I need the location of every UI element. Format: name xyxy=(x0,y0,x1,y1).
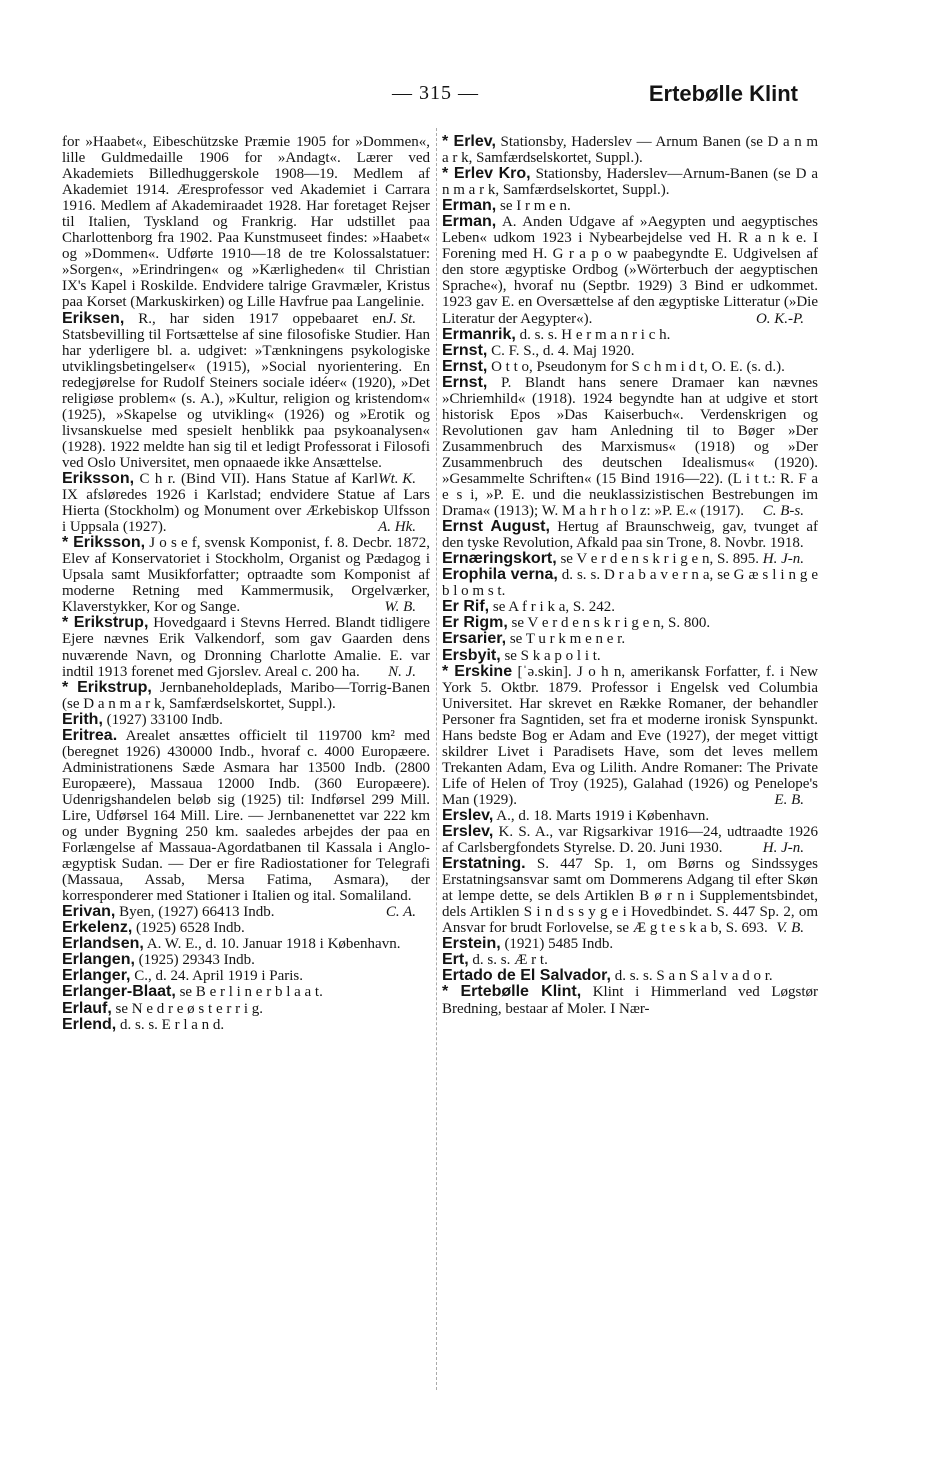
entry-headword: Ermanrik, xyxy=(442,325,516,343)
dictionary-entry xyxy=(442,359,818,375)
dictionary-entry xyxy=(62,680,430,712)
entry-headword: Erman, xyxy=(442,213,497,231)
entry-text: C. F. S., d. 4. Maj 1920. xyxy=(491,342,635,359)
entry-headword: Erslev, xyxy=(442,823,494,841)
entry-headword: Ersbyit, xyxy=(442,646,501,664)
entry-headword: Erstein, xyxy=(442,935,501,953)
entry-text: d. s. s. Æ r t. xyxy=(472,952,548,969)
entry-headword: * Eriksson, xyxy=(62,534,146,552)
entry-text: se S k a p o l i t. xyxy=(504,647,601,664)
entry-text: for »Haabet«, Eibeschützske Præmie 1905 for »Dommen«, lille Guldmedaille 1906 for »Andagt«. Lærer ved Akademiets Billedhuggerskole 1908—19. Medlem af Akademiet 1914. Æresprofessor ved Akademiet i Carrara 1916. Medlem af Akademiraadet 1928. Har foretaget Rejser til Italien, Tyskland og Frankrig. Har udstillet paa Charlottenborg fra 1902. Paa Kunstmuseet findes: »Haabet« og »Dommen«. Udførte 1910—18 de tre Kolossalstatuer: »Sorgen«, »Erindringen« og »Kærligheden« til Christian IX's Kapel i Roskilde. Endvidere talrige Gravmæler, Kristus paa Korset (Markuskirken) og Lille Havfrue paa Langelinie. xyxy=(62,134,430,311)
dictionary-entry xyxy=(442,567,818,599)
entry-headword: Er Rif, xyxy=(442,598,490,616)
entry-text: J o s e f, svensk Komponist, f. 8. Decbr. 1872, Elev af Konservatoriet i Stockholm, Organist og Pædagog i Upsala samt Musikforfatter; optraadte som Komponist af moderne Retning med Kammermusik, Orgelværker, Klaverstykker, Kor og Sange. xyxy=(62,535,431,616)
entry-headword: Ernst, xyxy=(442,373,488,391)
entry-text: d. s. s. D r a b a v e r n a, se G æ s l i n g e b l o m s t. xyxy=(442,567,818,600)
entry-signature: C. A. xyxy=(385,904,416,921)
entry-text: K. S. A., var Rigsarkivar 1916—24, udtraadte 1926 af Carlsbergfondets Styrelse. D. 20. Juni 1930. xyxy=(442,824,818,857)
dictionary-entry xyxy=(442,615,818,631)
entry-headword: Ert, xyxy=(442,951,469,969)
entry-text: se V e r d e n s k r i g e n, S. 895. xyxy=(560,551,760,568)
dictionary-entry xyxy=(62,984,430,1000)
dictionary-entry xyxy=(62,968,430,984)
entry-text: A., d. 18. Marts 1919 i København. xyxy=(496,807,710,824)
entry-text: se B e r l i n e r b l a a t. xyxy=(179,984,323,1001)
entry-text: A. W. E., d. 10. Januar 1918 i København. xyxy=(146,936,401,953)
entry-headword: Erman, xyxy=(442,197,497,215)
entry-headword: Erophila verna, xyxy=(442,566,558,584)
entry-text: se N e d r e ø s t e r r i g. xyxy=(115,1000,264,1017)
entry-text: S. 447 Sp. 1, om Børns og Sindssyges Erstatningsansvar samt om Dommerens Adgang til efter Skøn at lempe dette, se dels Artiklen B ø r n i Supplementsbindet, dels Artiklen S i n d s s y g e i Hovedbindet. S. 447 Sp. 2, om Ansvar for brudt Forlovelse, se Æ g t e s k a b, S. 693. xyxy=(442,856,819,937)
dictionary-entry xyxy=(442,198,818,214)
entry-headword: * Erlev, xyxy=(442,133,496,150)
entry-text: d. s. s. S a n S a l v a d o r. xyxy=(614,968,773,985)
entry-text: (1925) 29343 Indb. xyxy=(138,952,255,969)
entry-text: (1927) 33100 Indb. xyxy=(106,711,223,728)
entry-headword: Erlauf, xyxy=(62,999,112,1017)
dictionary-entry xyxy=(62,920,430,936)
entry-text: [ˈə.skin]. J o h n, amerikansk Forfatter, f. i New York 5. Oktbr. 1879. Professor i Engelsk ved Columbia Universitet. Har skrevet en Række Romaner, der behandler Personer fra Sagntiden, set fra et moderne ironisk Synspunkt. Hans bedste Bog er Adam and Eve (1927), der meget vittigt skildrer Livet i Paradisets Have, som det leves mellem Trekanten Adam, Eva og Lilith. Andre Romaner: The Private Life of Helen of Troy (1925), Galahad (1926) og Penelope's Man (1929). xyxy=(442,663,819,808)
entry-text: se A f r i k a, S. 242. xyxy=(492,599,615,616)
entry-text: C., d. 24. April 1919 i Paris. xyxy=(134,968,303,985)
entry-signature: O. K.-P. xyxy=(755,310,804,327)
dictionary-entry xyxy=(442,166,818,198)
entry-signature: C. B-s. xyxy=(762,503,804,520)
dictionary-entry xyxy=(442,375,818,519)
entry-text: O t t o, Pseudonym for S c h m i d t, O. E. (s. d.). xyxy=(491,358,785,375)
entry-text: Arealet ansættes officielt til 119700 km² med (beregnet 1926) 430000 Indb., hvoraf c. 4000 Europæere. Administrationens Sæde Asmara har 13500 Indb. (2800 Europæere), Massaua 12000 Indb. (360 Europæere). Udenrigshandelen beløb sig (1925) til: Indførsel 299 Mill. Lire, Udførsel 164 Mill. Lire. — Jernbanenettet var 222 km og under Bygning 250 km. saaledes arbejdes der paa en Forlængelse af Massaua-Agordatbanen til Kassala i Anglo-ægyptisk Sudan. — Der er fire Radiostationer for Telegrafi (Massaua, Assab, Mersa Fatima, Asmara), der korresponderer med Stationer i Italien og ital. Somaliland. xyxy=(62,727,430,905)
entry-headword: Erlanger-Blaat, xyxy=(62,983,176,1001)
dictionary-entry xyxy=(442,936,818,952)
entry-headword: Erith, xyxy=(62,710,103,728)
entry-text: Jernbaneholdeplads, Maribo—Torrig-Banen (se D a n m a r k, Samfærdselskortet, Suppl.). xyxy=(62,679,431,712)
dictionary-entry xyxy=(442,824,818,856)
entry-headword: Erlangen, xyxy=(62,951,135,969)
entry-signature: N. J. xyxy=(388,663,416,680)
entry-headword: Ersarier, xyxy=(442,630,507,648)
entry-headword: Erivan, xyxy=(62,903,116,921)
page-header xyxy=(0,82,936,114)
entry-signature: A. Hk. xyxy=(378,519,416,536)
right-column xyxy=(442,134,818,1017)
dictionary-entry xyxy=(62,904,430,920)
entry-headword: Ertado de El Salvador, xyxy=(442,967,611,985)
entry-headword: Er Rigm, xyxy=(442,614,508,632)
entry-text: Hertug af Braunschweig, gav, tvunget af den tyske Revolution, Afkald paa sin Trone, 8. Novbr. 1918. xyxy=(442,519,818,552)
entry-text: A. Anden Udgave af »Aegypten und aegyptisches Leben« udkom 1923 i Nybearbejdelse ved H. R a n k e. I Forening med H. G r a p o w paabegyndte E. Udgivelsen af den store ægyptiske Ordbog (»Wörterbuch der aegyptischen Sprache«), hvoraf nu (Septbr. 1929) 3 Bind er udkommet. 1923 gav E. en Oversættelse af den ægyptiske Litteratur (»Die Literatur der Aegypter«). xyxy=(442,214,818,327)
entry-text: Stationsby, Haderslev—Arnum-Banen (se D a n m a r k, Samfærdselskortet, Suppl.). xyxy=(442,166,818,199)
running-head: Ertebølle Klint xyxy=(648,81,798,106)
entry-headword: Eriksen, xyxy=(62,309,125,327)
entry-headword: * Erikstrup, xyxy=(62,614,149,632)
entry-headword: Erslev, xyxy=(442,806,494,824)
left-column xyxy=(62,134,430,1033)
entry-headword: Eritrea. xyxy=(62,726,118,744)
entry-text: P. Blandt hans senere Dramaer kan nævnes »Chriemhild« (1918). 1924 begyndte han at udgive et stort historisk Epos »Das Kaiserbuch«. Verdenskrigen og Revolutionen gav ham Anledning til to Bøger »Der Zusammenbruch des Marxismus« (1918) og »Der Zusammenbruch des deutschen Idealismus« (1920). »Gesammelte Schriften« (15 Bind 1916—22). (L i t t.: R. F a e s i, »P. E. und die neuklassizistischen Bestrebungen im Drama« (1913); W. M a h r h o l z: »P. E.« (1917). xyxy=(442,374,819,520)
entry-headword: Erstatning. xyxy=(442,855,526,873)
entry-text: d. s. s. E r l a n d. xyxy=(119,1016,225,1033)
entry-headword: * Erikstrup, xyxy=(62,678,152,696)
entry-headword: Ernæringskort, xyxy=(442,550,557,568)
entry-headword: Ernst August, xyxy=(442,518,550,536)
entry-signature: H. J-n. xyxy=(762,840,804,857)
entry-text: Klint i Himmerland ved Løgstør Bredning, bestaar af Moler. I Nær- xyxy=(442,984,818,1017)
dictionary-entry xyxy=(442,808,818,824)
entry-headword: * Erskine xyxy=(442,662,513,680)
entry-headword: Erlandsen, xyxy=(62,935,144,953)
dictionary-entry xyxy=(442,952,818,968)
entry-signature: J. St. xyxy=(386,310,416,327)
dictionary-entry xyxy=(62,712,430,728)
dictionary-entry xyxy=(442,134,818,166)
dictionary-entry xyxy=(62,471,430,535)
entry-text: (1925) 6528 Indb. xyxy=(136,920,245,937)
page-number: — 315 — xyxy=(392,82,479,104)
dictionary-entry xyxy=(442,214,818,326)
dictionary-entry xyxy=(62,535,430,615)
entry-signature: E. B. xyxy=(774,791,804,808)
dictionary-entry xyxy=(62,936,430,952)
entry-signature: Wt. K. xyxy=(378,470,416,487)
dictionary-entry xyxy=(442,968,818,984)
dictionary-entry xyxy=(442,551,818,567)
entry-text: Hovedgaard i Stevns Herred. Blandt tidligere Ejere nævnes Erik Valkendorf, som gav Gaarden dens nuværende Navn, og Dronning Charlotte Amalie. E. var indtil 1913 forenet med Gjorslev. Areal c. 200 ha. xyxy=(62,615,431,680)
dictionary-entry xyxy=(442,664,818,808)
entry-headword: * Ertebølle Klint, xyxy=(442,983,582,1001)
entry-headword: Ernst, xyxy=(442,357,488,375)
dictionary-entry xyxy=(62,952,430,968)
dictionary-entry xyxy=(62,1017,430,1033)
entry-signature: V. B. xyxy=(776,920,804,937)
entry-text: C h r. (Bind VII). Hans Statue af Karl IX afsløredes 1926 i Karlstad; endvidere Statue af Lars Hierta (Stockholm) og Monument over Ærkebiskop Ulfsson i Uppsala (1927). xyxy=(62,470,430,536)
dictionary-entry xyxy=(442,856,818,936)
entry-text: d. s. s. H e r m a n r i c h. xyxy=(519,326,671,343)
entry-headword: Erkelenz, xyxy=(62,919,133,937)
dictionary-entry xyxy=(442,599,818,615)
entry-signature: W. B. xyxy=(384,599,416,616)
entry-headword: * Erlev Kro, xyxy=(442,165,531,183)
entry-text: se T u r k m e n e r. xyxy=(509,631,626,648)
dictionary-entry xyxy=(442,631,818,647)
entry-text: (1921) 5485 Indb. xyxy=(504,936,614,953)
dictionary-entry xyxy=(442,343,818,359)
dictionary-entry xyxy=(442,648,818,664)
dictionary-entry xyxy=(442,327,818,343)
entry-headword: Erlanger, xyxy=(62,967,131,985)
dictionary-entry xyxy=(62,1001,430,1017)
entry-text: R., har siden 1917 oppebaaret en Statsbevilling til Fortsættelse af sine filosofiske Studier. Han har yderligere bl. a. udgivet: »Tænkningens psykologiske utviklingsbetingelser« (1915), »Social nyorientering. En redegjørelse for Rudolf Steiners sociale idéer« (1920), »Det religiøse problem« (s. A.), »Kultur, religion og kristendom« (1925), »Skapelse og utvikling« (1926) og »Erotik og livsanskuelse med spesielt henblikk paa psykoanalysen« (1928). 1922 meldte han sig til et ledigt Professorat i Filosofi ved Oslo Universitet, men opnaaede ikke Ansættelse. xyxy=(62,310,430,471)
column-divider xyxy=(436,128,438,1390)
entry-signature: H. J-n. xyxy=(762,551,804,568)
entry-text: Byen, (1927) 66413 Indb. xyxy=(119,904,275,921)
entry-text: se I r m e n. xyxy=(500,198,571,215)
entry-text: Stationsby, Haderslev — Arnum Banen (se D a n m a r k, Samfærdselskortet, Suppl.). xyxy=(442,134,818,167)
entry-text: se V e r d e n s k r i g e n, S. 800. xyxy=(511,615,711,632)
entry-headword: Erlend, xyxy=(62,1015,117,1033)
dictionary-entry xyxy=(62,615,430,679)
entry-headword: Ernst, xyxy=(442,341,488,359)
dictionary-entry xyxy=(442,984,818,1016)
entry-headword: Eriksson, xyxy=(62,469,135,487)
